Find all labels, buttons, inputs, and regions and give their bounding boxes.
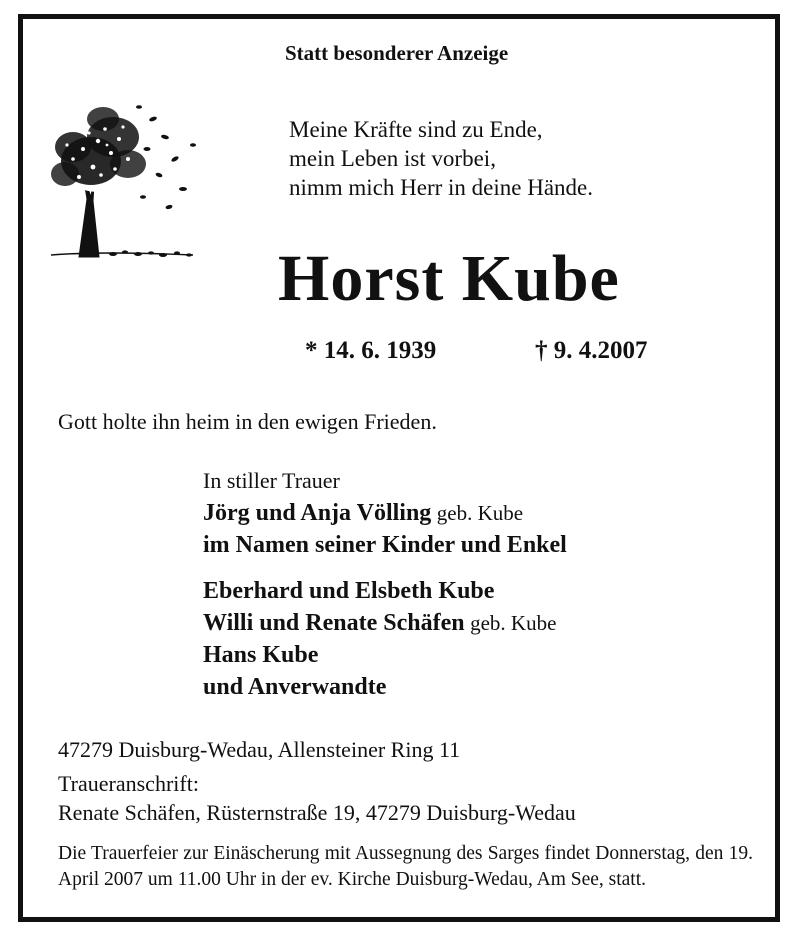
mourner-name: Willi und Renate Schäfen	[203, 610, 465, 636]
birth-date: * 14. 6. 1939	[305, 337, 437, 364]
mourner-entry: Hans Kube	[203, 642, 319, 668]
tree-illustration	[43, 79, 203, 259]
maiden-name-note: geb. Kube	[470, 611, 557, 635]
verse-line: Meine Kräfte sind zu Ende,	[289, 117, 543, 142]
mourners-intro: In stiller Trauer	[203, 468, 340, 493]
family-address: 47279 Duisburg-Wedau, Allensteiner Ring 11	[58, 737, 461, 762]
contact-label: Traueranschrift:	[58, 771, 199, 796]
contact-address	[58, 769, 576, 827]
verse	[289, 115, 593, 202]
maiden-name-note: geb. Kube	[436, 501, 524, 525]
notice-header: Statt besonderer Anzeige	[285, 41, 509, 65]
mourner-entry: und Anverwandte	[203, 674, 387, 700]
death-date: † 9. 4.2007	[535, 337, 648, 364]
obituary-notice	[18, 14, 780, 922]
mourner-entry	[203, 497, 567, 529]
mourners-list	[203, 465, 567, 703]
mourner-name: Jörg und Anja Völling	[203, 500, 432, 526]
life-dates	[305, 337, 648, 365]
mourner-entry	[203, 607, 567, 639]
saying: Gott holte ihn heim in den ewigen Frieden.	[58, 409, 437, 434]
deceased-name: Horst Kube	[278, 242, 620, 315]
mourner-entry: im Namen seiner Kinder und Enkel	[203, 532, 567, 558]
service-info: Die Trauerfeier zur Einäscherung mit Aussegnung des Sarges findet Donnerstag, den 19. April 2007 um 11.00 Uhr in der ev. Kirche Duisburg-Wedau, Am See, statt.	[58, 843, 753, 890]
verse-line: nimm mich Herr in deine Hände.	[289, 175, 594, 200]
mourner-entry: Eberhard und Elsbeth Kube	[203, 578, 495, 604]
contact-value: Renate Schäfen, Rüsternstraße 19, 47279 Duisburg-Wedau	[58, 800, 576, 825]
verse-line: mein Leben ist vorbei,	[289, 146, 496, 171]
